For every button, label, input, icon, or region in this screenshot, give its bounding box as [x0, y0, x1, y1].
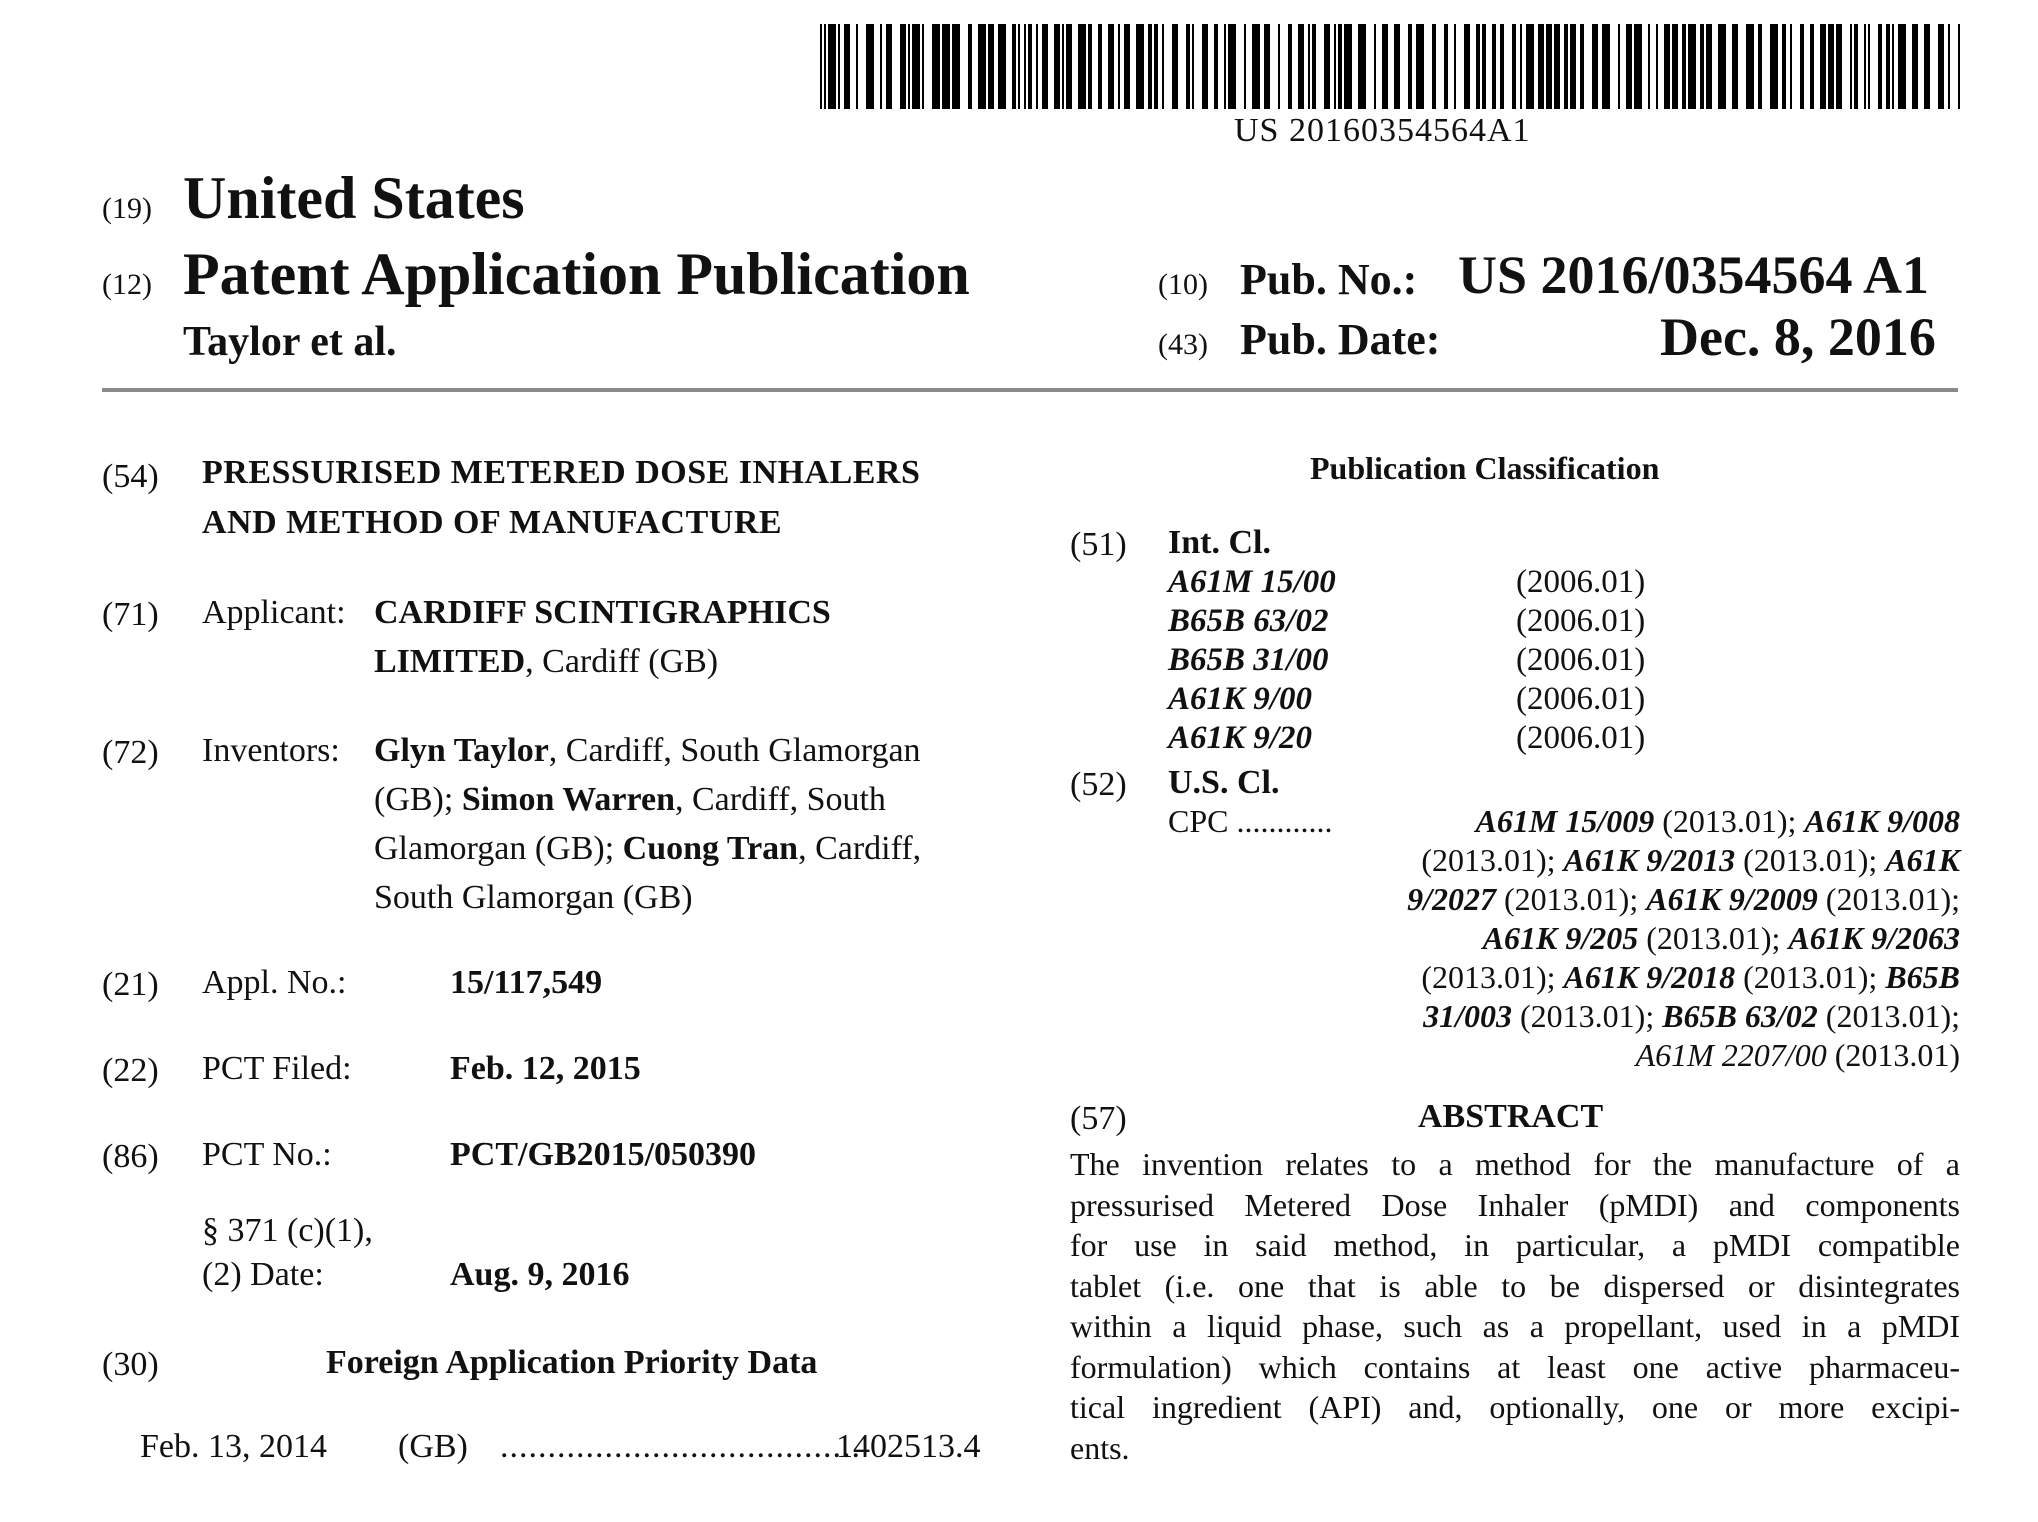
header-divider [102, 388, 1958, 392]
inid-code-19: (19) [102, 192, 152, 225]
barcode-bar [1864, 24, 1866, 109]
barcode-bar [978, 24, 986, 109]
barcode-bar [1538, 24, 1544, 109]
cpc-line-1 [1168, 802, 1960, 841]
barcode-bar [952, 24, 960, 109]
cpc-version: (2013.01); [1817, 998, 1960, 1034]
int-cl-class: B65B 31/00 [1168, 642, 1329, 678]
cpc-class: 31/003 [1423, 998, 1513, 1034]
barcode-bar [1118, 24, 1120, 109]
abstract-body [1070, 1144, 1960, 1468]
barcode-bar [1554, 24, 1560, 109]
applicant-name-line-1: CARDIFF SCINTIGRAPHICS [374, 594, 831, 631]
barcode-bar [1088, 24, 1092, 109]
inventor-short: Taylor et al. [183, 319, 397, 365]
barcode-bar [1454, 24, 1456, 109]
barcode-bar [1444, 24, 1448, 109]
cpc-line-2 [1168, 841, 1960, 880]
barcode-bar [1244, 24, 1246, 109]
barcode-bar [1136, 24, 1144, 109]
barcode-bar [1854, 24, 1858, 109]
cpc-class: A61K [1885, 842, 1960, 878]
barcode-bar [824, 24, 826, 109]
cpc-class: A61K 9/008 [1804, 803, 1960, 839]
cpc-class: A61K 9/2013 [1563, 842, 1736, 878]
applicant-location: , Cardiff (GB) [525, 643, 719, 680]
barcode-bar [1334, 24, 1336, 109]
barcode-bar [1886, 24, 1890, 109]
pct-no-value: PCT/GB2015/050390 [450, 1136, 757, 1173]
cpc-version: (2013.01) [1826, 1037, 1960, 1073]
barcode-bar [1358, 24, 1366, 109]
barcode-bar [1476, 24, 1480, 109]
cpc-version: (2013.01); [1421, 959, 1564, 995]
pub-no-label: Pub. No.: [1240, 255, 1418, 304]
cpc-version: (2013.01); [1638, 920, 1789, 956]
barcode-bar [1770, 24, 1778, 109]
barcode-bar [1108, 24, 1114, 109]
appl-no-label: Appl. No.: [202, 964, 347, 1001]
barcode-bar [1344, 24, 1352, 109]
title-line-1: PRESSURISED METERED DOSE INHALERS [202, 454, 921, 491]
inventor-location: , Cardiff, [798, 830, 922, 867]
inventors-line-1 [374, 732, 921, 770]
inid-code-52: (52) [1070, 766, 1127, 803]
barcode-bar [828, 24, 836, 109]
abstract-line: pressurised Metered Dose Inhaler (pMDI) and components [1070, 1186, 1960, 1223]
barcode-bar [1706, 24, 1712, 109]
barcode-bar [1024, 24, 1026, 109]
cpc-version: (2013.01); [1817, 881, 1960, 917]
priority-date: Feb. 13, 2014 [140, 1428, 327, 1465]
barcode-bar [1634, 24, 1642, 109]
abstract-line: ents. [1070, 1429, 1130, 1466]
abstract-line: tical ingredient (API) and, optionally, one or more excipi- [1070, 1389, 1960, 1425]
cpc-line-4 [1168, 919, 1960, 958]
barcode-bar [1526, 24, 1534, 109]
pct-filed-label: PCT Filed: [202, 1050, 352, 1087]
barcode-bar [922, 24, 924, 109]
cpc-version: (2013.01); [1421, 842, 1564, 878]
cpc-class: A61M 2207/00 [1635, 1037, 1827, 1073]
barcode-bar [1868, 24, 1870, 109]
section-371-date-value: Aug. 9, 2016 [450, 1256, 630, 1293]
cpc-line-5 [1168, 958, 1960, 997]
barcode-bar [1264, 24, 1270, 109]
barcode-bar [1288, 24, 1292, 109]
inid-code-57: (57) [1070, 1100, 1127, 1137]
inid-code-10: (10) [1158, 268, 1208, 301]
inid-code-51: (51) [1070, 526, 1127, 563]
int-cl-version: (2006.01) [1516, 564, 1646, 600]
barcode-bar [1898, 24, 1906, 109]
barcode-bar [1746, 24, 1754, 109]
int-cl-version: (2006.01) [1516, 720, 1646, 756]
abstract-line: for use in said method, in particular, a pMDI compatible [1070, 1227, 1960, 1263]
cpc-class: A61K 9/2063 [1788, 920, 1960, 956]
cpc-version: (2013.01); [1654, 803, 1805, 839]
priority-data-heading: Foreign Application Priority Data [326, 1344, 818, 1381]
inid-code-71: (71) [102, 596, 159, 633]
barcode-bar [1592, 24, 1598, 109]
barcode-bar [1278, 24, 1280, 109]
inventors-line-4: South Glamorgan (GB) [374, 879, 693, 916]
barcode-number: US 20160354564A1 [1234, 112, 1531, 149]
barcode-bar [900, 24, 906, 109]
barcode-bar [1062, 24, 1064, 109]
barcode-bar [886, 24, 892, 109]
cpc-version: (2013.01); [1735, 959, 1886, 995]
barcode-bar [1036, 24, 1038, 109]
barcode-bar [1224, 24, 1226, 109]
barcode-bar [1828, 24, 1834, 109]
barcode-bar [838, 24, 840, 109]
barcode-bar [1892, 24, 1894, 109]
cpc-class: A61M 15/009 [1475, 803, 1655, 839]
barcode-bar [988, 24, 994, 109]
inid-code-43: (43) [1158, 328, 1208, 361]
cpc-version: (2013.01); [1512, 998, 1663, 1034]
barcode-bar [1028, 24, 1032, 109]
barcode-bar [1800, 24, 1804, 109]
pub-no-value: US 2016/0354564 A1 [1458, 245, 1930, 305]
barcode-bar [1432, 24, 1436, 109]
barcode-bar [866, 24, 874, 109]
inid-code-12: (12) [102, 268, 152, 301]
int-cl-class: A61K 9/20 [1168, 720, 1312, 756]
barcode-bar [1672, 24, 1678, 109]
document-type-title: Patent Application Publication [183, 241, 970, 307]
int-cl-version: (2006.01) [1516, 603, 1646, 639]
pct-no-label: PCT No.: [202, 1136, 332, 1173]
barcode-bar [1098, 24, 1102, 109]
barcode-bar [1682, 24, 1686, 109]
barcode-bar [1500, 24, 1504, 109]
int-cl-version: (2006.01) [1516, 681, 1646, 717]
abstract-line: within a liquid phase, such as a propellant, used in a pMDI [1070, 1308, 1960, 1344]
barcode-bar [880, 24, 882, 109]
barcode-bar [1416, 24, 1424, 109]
inventors-line-2 [374, 781, 886, 819]
barcode-bar [1042, 24, 1048, 109]
barcode-bar [820, 24, 822, 109]
priority-country: (GB) [398, 1428, 468, 1465]
cpc-label: CPC [1168, 803, 1229, 839]
priority-number: 1402513.4 [836, 1428, 981, 1465]
cpc-class: B65B 63/02 [1662, 998, 1818, 1034]
barcode-bar [1214, 24, 1218, 109]
pub-date-value: Dec. 8, 2016 [1660, 307, 1936, 367]
barcode-bar [1186, 24, 1190, 109]
appl-no-value: 15/117,549 [450, 964, 603, 1001]
barcode-bar [1924, 24, 1930, 109]
inid-code-30: (30) [102, 1346, 159, 1383]
barcode-bar [1492, 24, 1496, 109]
barcode-bar [1154, 24, 1158, 109]
inventor-location: , Cardiff, South [675, 781, 886, 818]
cpc-class: B65B [1885, 959, 1960, 995]
barcode-bar [998, 24, 1006, 109]
barcode-bar [908, 24, 910, 109]
barcode-bar [1850, 24, 1852, 109]
section-371-date-label: (2) Date: [202, 1256, 324, 1293]
barcode-bar [1836, 24, 1842, 109]
inventors-line-3 [374, 830, 921, 868]
barcode-bar [1790, 24, 1792, 109]
barcode-bar [1078, 24, 1086, 109]
barcode-bar [844, 24, 850, 109]
barcode-bar [1066, 24, 1072, 109]
inventor-name: Cuong Tran [622, 830, 799, 867]
section-371-label: § 371 (c)(1), [202, 1212, 373, 1249]
pub-date-label: Pub. Date: [1240, 315, 1441, 364]
inventor-name: Simon Warren [461, 781, 675, 818]
abstract-line: tablet (i.e. one that is able to be dispersed or disintegrates [1070, 1267, 1960, 1304]
cpc-class: 9/2027 [1407, 881, 1497, 917]
cpc-version: (2013.01); [1496, 881, 1647, 917]
inventor-location: (GB); [374, 781, 462, 818]
barcode-bar [1054, 24, 1060, 109]
inid-code-21: (21) [102, 966, 159, 1003]
cpc-class: A61K 9/205 [1482, 920, 1639, 956]
barcode-bar [1408, 24, 1412, 109]
us-cl-label: U.S. Cl. [1168, 764, 1280, 801]
barcode-bar [1688, 24, 1696, 109]
inid-code-86: (86) [102, 1138, 159, 1175]
inid-code-54: (54) [102, 458, 159, 495]
barcode-bar [1782, 24, 1786, 109]
priority-dots: ...................................... [500, 1428, 861, 1465]
barcode-bar [1172, 24, 1178, 109]
barcode-bar [1324, 24, 1330, 109]
barcode-bar [1564, 24, 1568, 109]
publication-classification-heading: Publication Classification [1310, 450, 1660, 486]
barcode-bar [942, 24, 950, 109]
cpc-version: (2013.01); [1735, 842, 1886, 878]
abstract-heading: ABSTRACT [1418, 1098, 1604, 1135]
barcode-bar [856, 24, 858, 109]
barcode-bar [1382, 24, 1388, 109]
inventor-location: Glamorgan (GB); [374, 830, 623, 867]
barcode-bar [1758, 24, 1762, 109]
barcode-bar [1464, 24, 1470, 109]
barcode-bar [1618, 24, 1620, 109]
barcode-bar [1512, 24, 1516, 109]
country-title: United States [183, 165, 525, 231]
barcode-bar [1338, 24, 1342, 109]
barcode-bar [1648, 24, 1650, 109]
int-cl-version: (2006.01) [1516, 642, 1646, 678]
inid-code-72: (72) [102, 734, 159, 771]
abstract-line: The invention relates to a method for the manufacture of a [1070, 1146, 1960, 1182]
inventors-label: Inventors: [202, 732, 340, 769]
cpc-line-3 [1168, 880, 1960, 919]
barcode-bar [1938, 24, 1944, 109]
barcode-bar [1374, 24, 1376, 109]
int-cl-label: Int. Cl. [1168, 524, 1271, 561]
barcode-bar [1912, 24, 1918, 109]
barcode-bar [1202, 24, 1208, 109]
applicant-name-line-2 [374, 643, 718, 681]
barcode-bar [1546, 24, 1552, 109]
int-cl-class: B65B 63/02 [1168, 603, 1329, 639]
barcode-bar [1162, 24, 1164, 109]
barcode-bar [912, 24, 920, 109]
barcode-bar [1394, 24, 1400, 109]
barcode-bar [1948, 24, 1950, 109]
barcode-bar [968, 24, 972, 109]
barcode-bar [1298, 24, 1304, 109]
cpc-line-6 [1168, 997, 1960, 1036]
barcode-bar [1656, 24, 1658, 109]
barcode-bar [1626, 24, 1632, 109]
inid-code-22: (22) [102, 1052, 159, 1089]
barcode-bar [1718, 24, 1726, 109]
barcode-bar [1228, 24, 1236, 109]
cpc-dots: ............ [1236, 803, 1333, 839]
barcode-bar [1308, 24, 1310, 109]
barcode-bar [1820, 24, 1826, 109]
barcode-bar [1810, 24, 1814, 109]
barcode-bar [1482, 24, 1486, 109]
barcode-bar [1958, 24, 1960, 109]
applicant-name-bold: LIMITED [374, 643, 526, 680]
barcode-bar [1602, 24, 1610, 109]
applicant-label: Applicant: [202, 594, 346, 631]
cpc-class: A61K 9/2018 [1563, 959, 1736, 995]
barcode-bar [932, 24, 940, 109]
abstract-line: formulation) which contains at least one active pharmaceu- [1070, 1348, 1960, 1385]
barcode-bar [1192, 24, 1194, 109]
barcode-bar [1148, 24, 1152, 109]
barcode-bar [1664, 24, 1670, 109]
barcode-bar [1012, 24, 1016, 109]
inventor-location: , Cardiff, South Glamorgan [548, 732, 921, 769]
pct-filed-value: Feb. 12, 2015 [450, 1050, 641, 1087]
barcode-bar [1700, 24, 1704, 109]
cpc-line-7 [1168, 1036, 1960, 1075]
barcode-bar [1312, 24, 1316, 109]
int-cl-class: A61K 9/00 [1168, 681, 1312, 717]
int-cl-class: A61M 15/00 [1168, 564, 1336, 600]
title-line-2: AND METHOD OF MANUFACTURE [202, 504, 783, 541]
barcode-bar [1580, 24, 1584, 109]
cpc-class: A61K 9/2009 [1646, 881, 1818, 917]
barcode-image [820, 24, 1960, 109]
barcode-bar [1878, 24, 1882, 109]
barcode-bar [1570, 24, 1576, 109]
barcode-bar [1018, 24, 1020, 109]
cpc-label-group [1168, 802, 1332, 841]
barcode-bar [1732, 24, 1738, 109]
barcode-bar [1124, 24, 1130, 109]
barcode-bar [1520, 24, 1522, 109]
barcode-bar [1252, 24, 1260, 109]
inventor-name: Glyn Taylor [374, 732, 549, 769]
